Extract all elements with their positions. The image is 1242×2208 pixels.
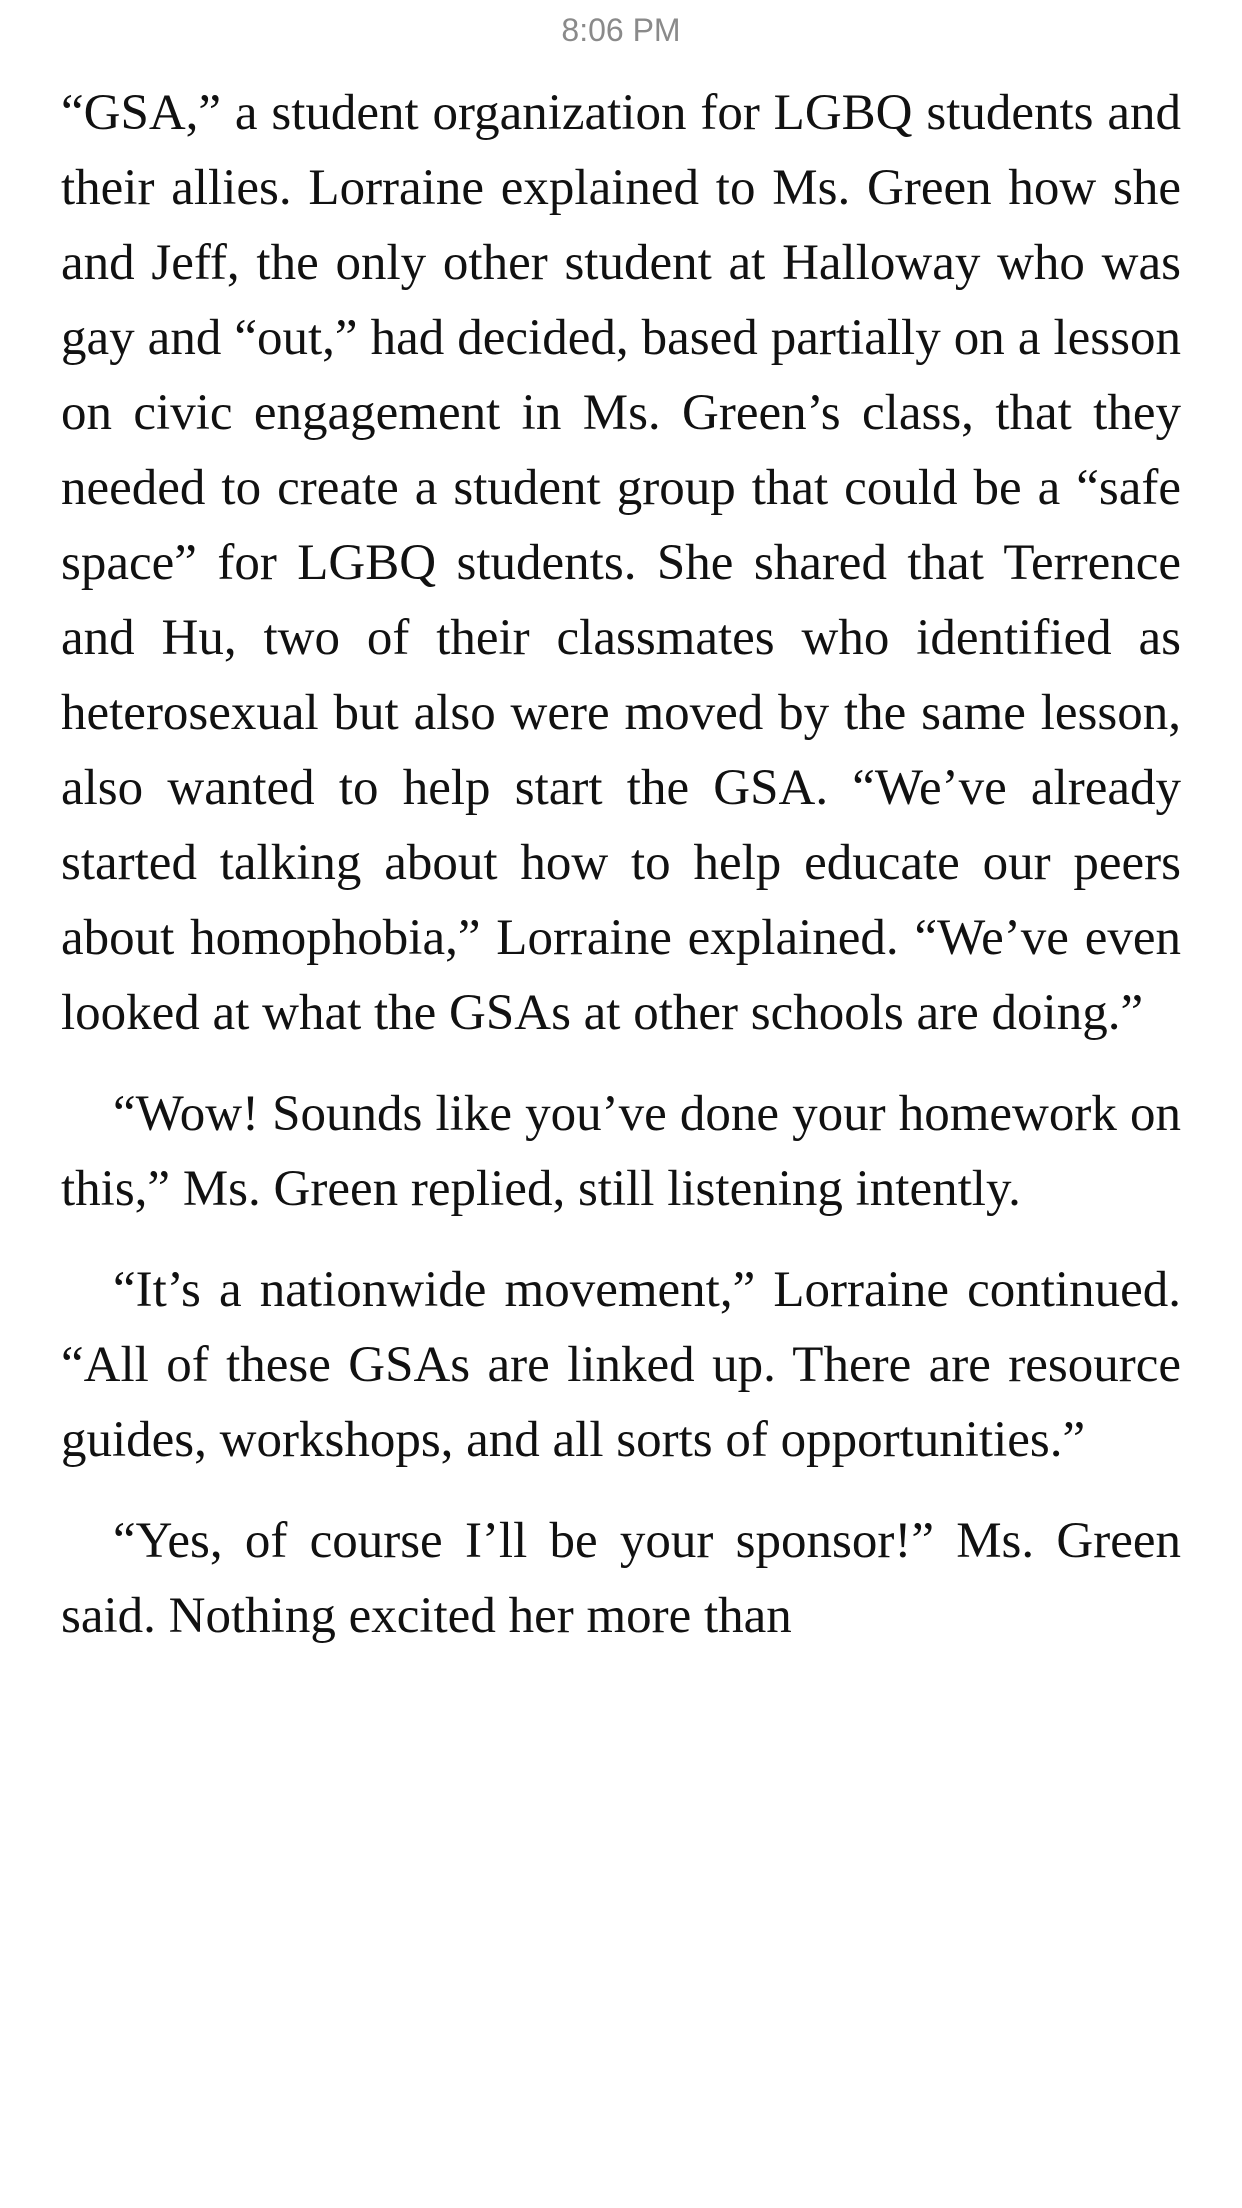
status-bar <box>0 0 1242 60</box>
reader-paragraph-3: “It’s a nationwide movement,” Lorraine continued. “All of these GSAs are linked up. There are resource guides, workshops, and all sorts of opportunities.” <box>61 1262 1181 1468</box>
reader-page[interactable] <box>61 76 1181 1680</box>
reader-paragraph-4: “Yes, of course I’ll be your sponsor!” Ms. Green said. Nothing excited her more than <box>61 1513 1181 1644</box>
status-time: 8:06 PM <box>561 12 681 48</box>
reader-paragraph-1: “GSA,” a student organization for LGBQ students and their allies. Lorraine explained to Ms. Green how she and Jeff, the only other student at Halloway who was gay and “out,” had decided, based partially on a lesson on civic engagement in Ms. Green’s class, that they needed to create a student group that could be a “safe space” for LGBQ students. She shared that Terrence and Hu, two of their classmates who identified as heterosexual but also were moved by the same lesson, also wanted to help start the GSA. “We’ve already started talking about how to help educate our peers about homophobia,” Lorraine explained. “We’ve even looked at what the GSAs at other schools are doing.” <box>61 85 1181 1041</box>
reader-paragraph-2: “Wow! Sounds like you’ve done your homework on this,” Ms. Green replied, still listening intently. <box>61 1086 1181 1217</box>
